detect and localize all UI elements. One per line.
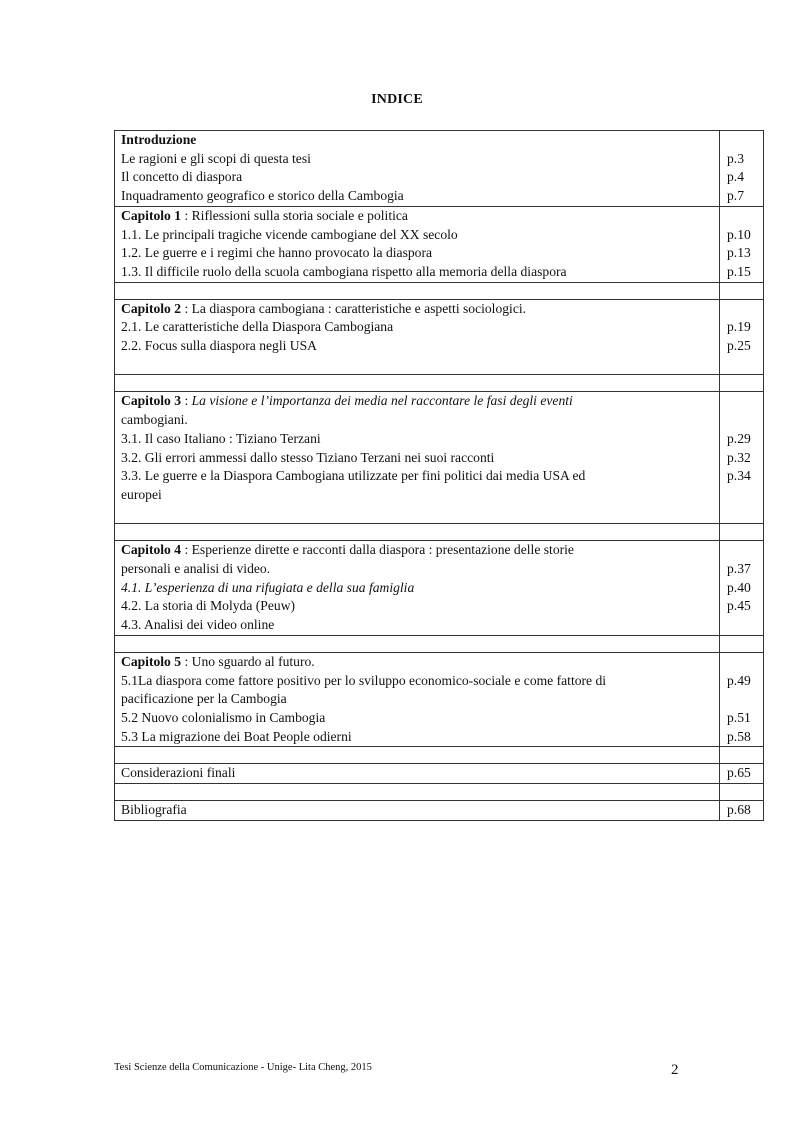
chapter-subtitle: La visione e l’importanza dei media nel raccontare le fasi degli eventi [191, 393, 573, 409]
toc-entries-cell [115, 652, 720, 747]
page-ref: p.19 [727, 319, 751, 335]
page-title: INDICE [371, 92, 423, 107]
page-ref: p.13 [727, 245, 751, 261]
chapter-heading: Capitolo 4 [121, 542, 182, 558]
toc-entry: 4.2. La storia di Molyda (Peuw) [121, 598, 296, 614]
toc-entry: Considerazioni finali [115, 764, 720, 784]
toc-spacer-row [115, 524, 764, 541]
toc-entry: 3.3. Le guerre e la Diaspora Cambogiana utilizzate per fini politici dai media USA ed [121, 468, 586, 484]
chapter-subtitle-continued: cambogiani. [121, 412, 188, 428]
toc-entry: 1.1. Le principali tragiche vicende cambogiane del XX secolo [121, 226, 458, 242]
toc-pages-cell [720, 206, 764, 282]
page-ref: p.4 [727, 169, 744, 185]
toc-entry: Il concetto di diaspora [121, 169, 243, 185]
toc-entry: 4.3. Analisi dei video online [121, 617, 275, 633]
toc-section-final [115, 764, 764, 784]
page-ref: p.7 [727, 188, 744, 204]
toc-entry: 1.3. Il difficile ruolo della scuola cambogiana rispetto alla memoria della diaspora [121, 263, 567, 279]
page-ref: p.3 [727, 150, 744, 166]
page-ref: p.58 [727, 728, 751, 744]
toc-pages-cell [720, 392, 764, 524]
chapter-subtitle: : Uno sguardo al futuro. [181, 653, 315, 669]
toc-spacer-row [115, 747, 764, 764]
toc-entries-cell [115, 392, 720, 524]
chapter-subtitle-continued: personali e analisi di video. [121, 561, 271, 577]
section-heading: Introduzione [121, 132, 197, 147]
toc-entry: 1.2. Le guerre e i regimi che hanno provocato la diaspora [121, 245, 433, 261]
page-ref: p.68 [720, 801, 764, 821]
toc-entry: 3.1. Il caso Italiano : Tiziano Terzani [121, 430, 321, 446]
toc-entry: 5.1La diaspora come fattore positivo per lo sviluppo economico-sociale e come fattore di [121, 672, 607, 688]
toc-entry: Inquadramento geografico e storico della Cambogia [121, 188, 404, 204]
chapter-heading: Capitolo 3 [121, 393, 182, 409]
page-ref: p.49 [727, 672, 751, 688]
toc-pages-cell [720, 299, 764, 375]
toc-section-bibliography [115, 801, 764, 821]
toc-entry: pacificazione per la Cambogia [121, 691, 287, 707]
page-ref: p.32 [727, 449, 751, 465]
chapter-subtitle: : Esperienze dirette e racconti dalla diaspora : presentazione delle storie [181, 542, 574, 558]
toc-entry: Bibliografia [115, 801, 720, 821]
toc-entry: 3.2. Gli errori ammessi dallo stesso Tiziano Terzani nei suoi racconti [121, 449, 495, 465]
toc-section-chapter-5 [115, 652, 764, 747]
toc-spacer-row [115, 282, 764, 299]
page-ref: p.37 [727, 561, 751, 577]
page-ref: p.45 [727, 598, 751, 614]
toc-entry: 5.3 La migrazione dei Boat People odierni [121, 728, 352, 744]
page-ref: p.65 [720, 764, 764, 784]
toc-pages-cell [720, 652, 764, 747]
toc-section-chapter-4 [115, 541, 764, 636]
toc-entry: 5.2 Nuovo colonialismo in Cambogia [121, 709, 326, 725]
toc-entries-cell [115, 206, 720, 282]
chapter-heading: Capitolo 2 [121, 300, 182, 316]
page-ref: p.25 [727, 338, 751, 354]
toc-entry: Le ragioni e gli scopi di questa tesi [121, 150, 311, 166]
page-ref: p.34 [727, 468, 751, 484]
toc-entry: 4.1. L’esperienza di una rifugiata e della sua famiglia [121, 579, 415, 595]
page-footer: Tesi Scienze della Comunicazione - Unige- Lita Cheng, 2015 [114, 1062, 372, 1073]
chapter-heading: Capitolo 1 [121, 207, 182, 223]
toc-entries-cell [115, 131, 720, 207]
chapter-subtitle: : Riflessioni sulla storia sociale e politica [181, 207, 408, 223]
page-ref: p.51 [727, 709, 751, 725]
page-ref: p.29 [727, 430, 751, 446]
toc-spacer-row [115, 375, 764, 392]
page-ref: p.15 [727, 263, 751, 279]
chapter-heading: Capitolo 5 [121, 653, 182, 669]
toc-entry: 2.1. Le caratteristiche della Diaspora Cambogiana [121, 319, 394, 335]
toc-spacer-row [115, 635, 764, 652]
toc-entry: 2.2. Focus sulla diaspora negli USA [121, 338, 317, 354]
toc-section-chapter-3 [115, 392, 764, 524]
toc-section-chapter-1 [115, 206, 764, 282]
toc-section-intro [115, 131, 764, 207]
toc-pages-cell [720, 541, 764, 636]
toc-pages-cell [720, 131, 764, 207]
toc-section-chapter-2 [115, 299, 764, 375]
toc-spacer-row [115, 784, 764, 801]
page-ref: p.10 [727, 226, 751, 242]
toc-entries-cell [115, 299, 720, 375]
chapter-subtitle-prefix: : [181, 393, 192, 409]
table-of-contents [114, 130, 764, 821]
toc-entries-cell [115, 541, 720, 636]
page-ref: p.40 [727, 579, 751, 595]
page-number: 2 [671, 1062, 679, 1078]
chapter-subtitle: : La diaspora cambogiana : caratteristiche e aspetti sociologici. [181, 300, 527, 316]
toc-entry: europei [121, 486, 162, 502]
